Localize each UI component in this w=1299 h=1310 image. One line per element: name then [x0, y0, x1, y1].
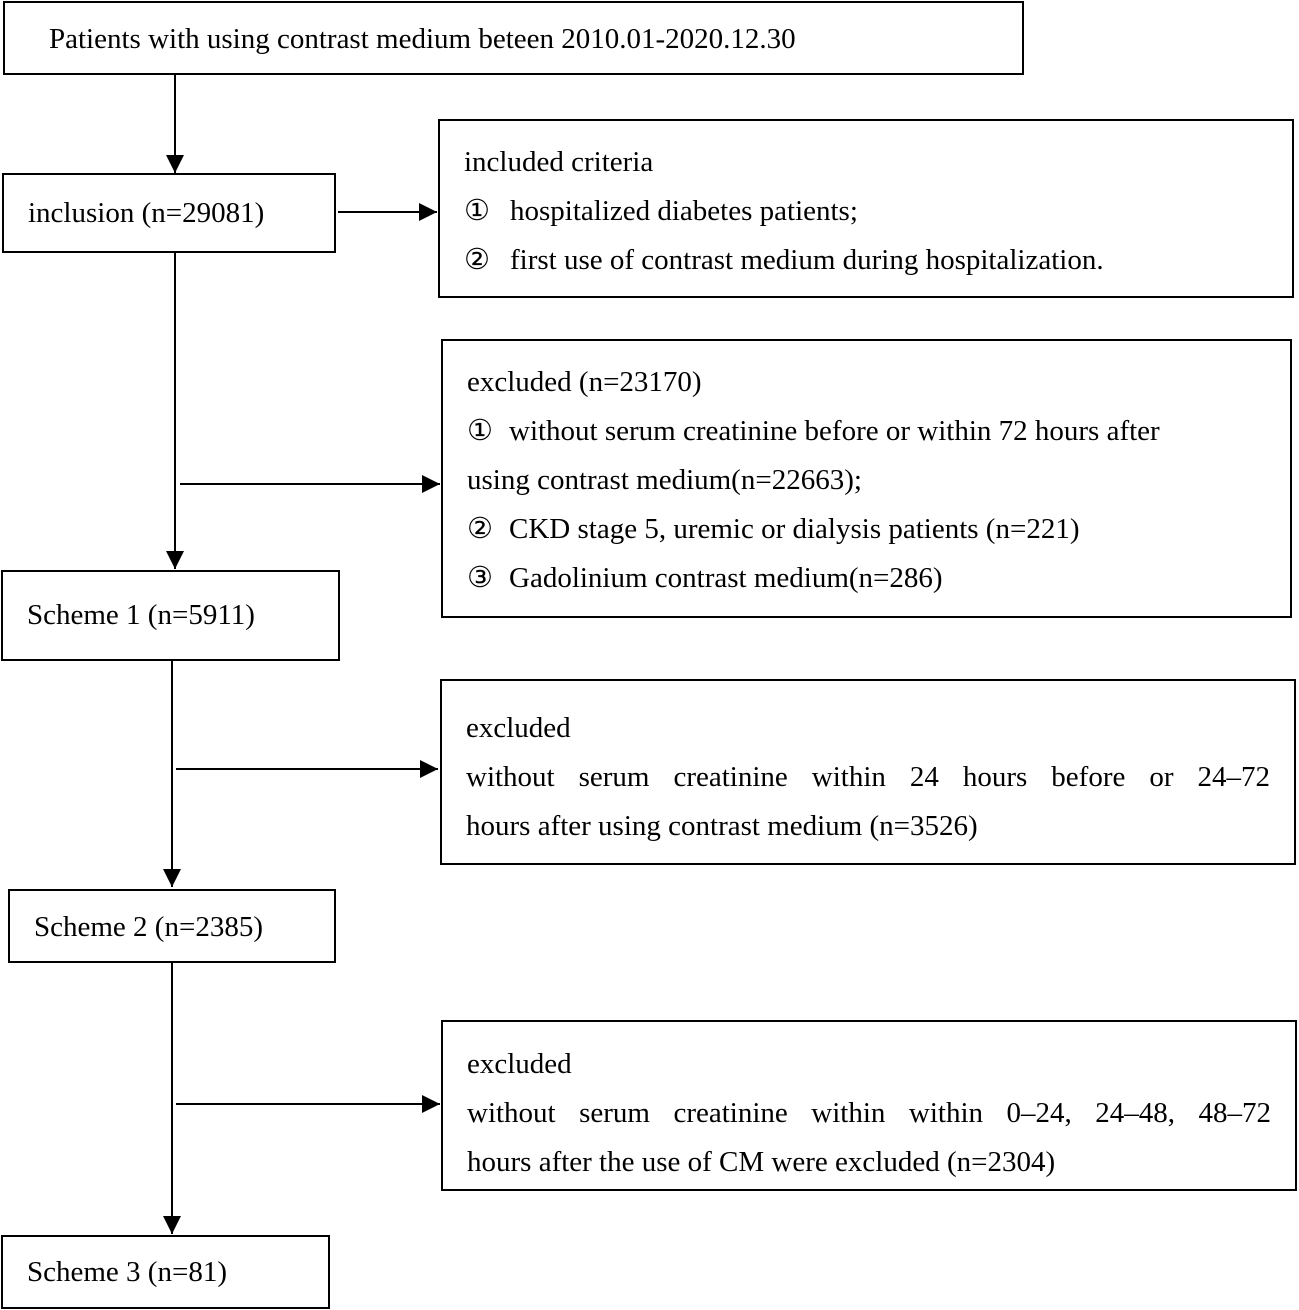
exclusion-title: excluded (n=23170) [467, 366, 702, 398]
exclusion-item-continuation: using contrast medium(n=22663); [467, 464, 862, 496]
scheme-2-box [8, 889, 336, 963]
inclusion-text: inclusion (n=29081) [28, 197, 265, 229]
exclusion-item [467, 505, 1290, 554]
criteria-item-text: hospitalized diabetes patients; [510, 195, 858, 227]
scheme-3-box [1, 1235, 330, 1309]
criteria-title: included criteria [464, 146, 654, 178]
criteria-item [464, 236, 1292, 285]
exclusion-item [467, 407, 1290, 456]
inclusion-criteria-box [438, 119, 1294, 298]
exclusion-text-line: without serum creatinine within within 0–24, 24–48, 48–72 [467, 1097, 1271, 1129]
criteria-item-text: first use of contrast medium during hospitalization. [510, 244, 1104, 276]
exclusion-text-line: hours after using contrast medium (n=3526) [466, 810, 978, 842]
exclusion-text-line: without serum creatinine within 24 hours before or 24–72 [466, 761, 1270, 793]
exclusion-item [467, 554, 1290, 603]
inclusion-box [2, 173, 336, 253]
scheme-1-text: Scheme 1 (n=5911) [27, 599, 255, 631]
exclusion-box-2 [440, 679, 1296, 865]
exclusion-text-line: hours after the use of CM were excluded (n=2304) [467, 1146, 1056, 1178]
exclusion-item-text: CKD stage 5, uremic or dialysis patients (n=221) [509, 513, 1080, 545]
exclusion-marker: ① [467, 415, 493, 447]
exclusion-title: excluded [467, 1048, 572, 1080]
start-text: Patients with using contrast medium beteen 2010.01-2020.12.30 [49, 23, 796, 55]
exclusion-marker: ③ [467, 562, 493, 594]
exclusion-box-3 [441, 1020, 1297, 1191]
start-box [3, 1, 1024, 75]
exclusion-item-text: without serum creatinine before or within 72 hours after [509, 415, 1160, 447]
exclusion-marker: ② [467, 513, 493, 545]
criteria-item [464, 187, 1292, 236]
exclusion-item-text: Gadolinium contrast medium(n=286) [509, 562, 943, 594]
scheme-1-box [1, 570, 340, 661]
scheme-2-text: Scheme 2 (n=2385) [34, 911, 263, 943]
exclusion-box-1 [441, 339, 1292, 618]
criteria-marker: ② [464, 244, 490, 276]
exclusion-title: excluded [466, 712, 571, 744]
scheme-3-text: Scheme 3 (n=81) [27, 1256, 227, 1288]
criteria-marker: ① [464, 195, 490, 227]
